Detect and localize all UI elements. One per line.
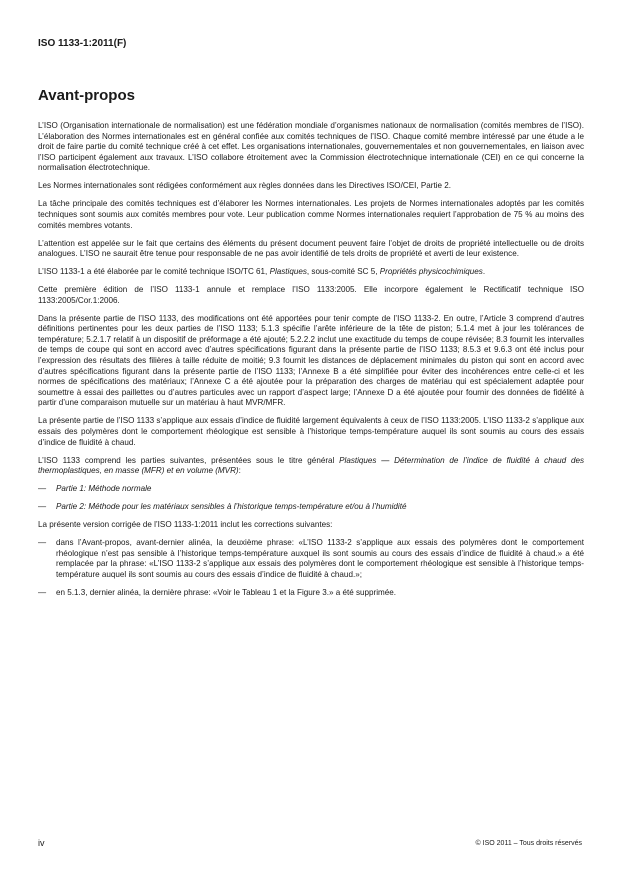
correction-2-text: en 5.1.3, dernier alinéa, la dernière phrase: «Voir le Tableau 1 et la Figure 3.» a été supprimée. xyxy=(56,587,397,597)
prepared-by-text: L’ISO 1133-1 a été élaborée par le comité technique ISO/TC 61, xyxy=(38,267,270,277)
paragraph-first-edition: Cette première édition de l’ISO 1133-1 annule et remplace l’ISO 1133:2005. Elle incorpore également le Rectificatif technique ISO 1133:2005/Cor.1:2006. xyxy=(38,285,584,305)
paragraph-scope: La présente partie de l’ISO 1133 s’applique aux essais d’indice de fluidité largement équivalents à ceux de l’ISO 1133:2005. L’ISO 1133-2 s’applique aux essais des polymères dont le comportement rhéologique est sensible à l’historique temps-température auquel ils sont soumis au cours des essais d’indice de fluidité à chaud. xyxy=(38,416,584,447)
page-title: Avant-propos xyxy=(38,87,135,104)
foreword-body xyxy=(38,121,584,606)
prepared-by-subcommittee: , sous-comité SC 5, xyxy=(306,267,380,277)
paragraph-modifications: Dans la présente partie de l’ISO 1133, des modifications ont été apportées pour tenir compte de l’ISO 1133-2. En outre, l’Article 3 comprend d’autres définitions pertinentes pour les deux parties de l’ISO 1133; 5.1.3 spécifie l’arête inférieure de la tête de piston; 5.1.4 met à jour les tolérances de température; 5.2.1.7 relatif à un dispositif de préformage a été ajouté; 5.2.2.2 inclut une exactitude du temps de coupe révisée; 8.3 fournit les intervalles de temps de coupe qui sont en accord avec d’autres spécifications figurant dans la présente partie de l’ISO 1133; 8.5.3 et 9.6.3 ont été inclus pour l’expression des résultats des filières à taille réduite de moitié; 9.3 fournit les distances de déplacement minimales du piston qui sont en accord avec d’autres spécifications figurant dans la présente partie de l’ISO 1133; l’Annexe B a été simplifiée pour éviter des incohérences entre celle-ci et les normes de spécifications des matériaux; l’Annexe C a été ajoutée pour la préparation des charges de matériau qui est spécialement adaptée pour soumettre à essai des paillettes ou d’autres particules avec un rapport d’aspect large; l’Annexe D a été ajoutée pour fournir des données de fidélité à partir d’une comparaison mutuelle sur un matériau à haut MVR/MFR. xyxy=(38,313,584,408)
parts-intro-colon: : xyxy=(238,466,241,476)
paragraph-parts-intro xyxy=(38,456,584,477)
parts-intro-text: L’ISO 1133 comprend les parties suivantes, présentées sous le titre général xyxy=(38,455,340,465)
paragraph-directives: Les Normes internationales sont rédigées conformément aux règles données dans les Directives ISO/CEI, Partie 2. xyxy=(38,181,451,191)
prepared-by-end: . xyxy=(482,267,486,277)
prepared-by-plastiques: Plastiques xyxy=(269,267,307,277)
paragraph-patent-rights: L’attention est appelée sur le fait que certains des éléments du présent document peuvent faire l’objet de droits de propriété intellectuelle ou de droits analogues. L’ISO ne saurait être tenue pour responsable de ne pas avoir identifié de tels droits de propriété et averti de leur existence. xyxy=(38,238,584,259)
dash-marker: — xyxy=(38,502,47,512)
dash-marker: — xyxy=(38,538,47,548)
paragraph-prepared-by xyxy=(38,267,584,278)
paragraph-corrections-intro: La présente version corrigée de l’ISO 1133-1:2011 inclut les corrections suivantes: xyxy=(38,520,333,530)
correction-1-text: dans l’Avant-propos, avant-dernier alinéa, la deuxième phrase: «L’ISO 1133-2 s’applique aux essais des polymères dont le comportement rhéologique n’est pas sensible à l’historique temps-température auxquel ils sont soumis au cours des essais d’indice de fluidité à chaud.» a été remplacée par la phrase: «L’ISO 1133-2 s’applique aux essais des polymères dont le comportement rhéologique est sensible à l’historique temps-température auquel ils sont soumis au cours des essais d’indice de fluidité à chaud.»; xyxy=(56,538,584,579)
paragraph-technical-committees: La tâche principale des comités techniques est d’élaborer les Normes internationales. Les projets de Normes internationales adoptés par les comités techniques sont soumis aux comités membres pour vote. Leur publication comme Normes internationales requiert l’approbation de 75 % au moins des comités membres votants. xyxy=(38,199,584,230)
copyright-notice: © ISO 2011 – Tous droits réservés xyxy=(475,840,582,847)
dash-marker: — xyxy=(38,587,47,597)
paragraph-iso-organisation: L’ISO (Organisation internationale de normalisation) est une fédération mondiale d’organismes nationaux de normalisation (comités membres de l’ISO). L’élaboration des Normes internationales est en général confiée aux comités techniques de l’ISO. Chaque comité membre intéressé par une étude a le droit de faire partie du comité technique créé à cet effet. Les organisations internationales, gouvernementales et non gouvernementales, en liaison avec l’ISO participent également aux travaux. L’ISO collabore étroitement avec la Commission électrotechnique internationale (CEI) en ce qui concerne la normalisation électrotechnique. xyxy=(38,121,584,173)
part-1-label: Partie 1: Méthode normale xyxy=(56,484,152,494)
part-2-label: Partie 2: Méthode pour les matériaux sensibles à l’historique temps-température et/ou à l’humidité xyxy=(56,502,407,512)
document-id: ISO 1133-1:2011(F) xyxy=(38,38,127,49)
page-number: iv xyxy=(38,838,45,848)
prepared-by-properties: Propriétés physicochimiques xyxy=(379,267,483,277)
list-item-correction-1 xyxy=(38,538,584,580)
list-item-correction-2 xyxy=(38,588,584,599)
parts-general-title: Plastiques — Détermination de l’indice de fluidité à chaud des thermoplastiques, en masse (MFR) et en volume (MVR) xyxy=(38,455,584,476)
list-item-part-1 xyxy=(38,484,584,495)
list-item-part-2 xyxy=(38,502,584,513)
dash-marker: — xyxy=(38,484,47,494)
